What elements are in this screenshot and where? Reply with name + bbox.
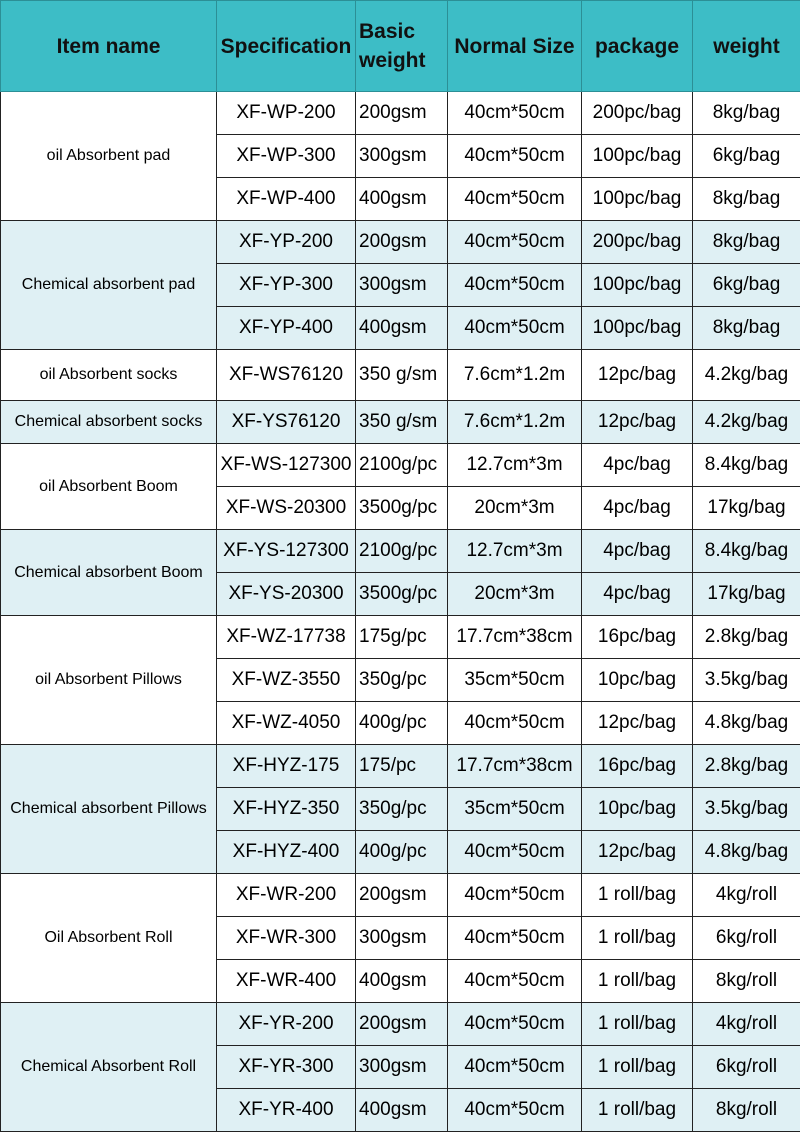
size-cell: 17.7cm*38cm [448, 616, 582, 659]
item-name-cell: Chemical absorbent Boom [1, 530, 217, 616]
package-cell: 16pc/bag [582, 616, 693, 659]
basic-weight-cell: 200gsm [356, 221, 448, 264]
header-specification: Specification [217, 1, 356, 92]
weight-cell: 8.4kg/bag [693, 444, 800, 487]
size-cell: 40cm*50cm [448, 960, 582, 1003]
size-cell: 40cm*50cm [448, 917, 582, 960]
weight-cell: 8kg/roll [693, 1089, 800, 1132]
size-cell: 20cm*3m [448, 573, 582, 616]
weight-cell: 8.4kg/bag [693, 530, 800, 573]
package-cell: 1 roll/bag [582, 1046, 693, 1089]
package-cell: 100pc/bag [582, 178, 693, 221]
spec-cell: XF-YP-400 [217, 307, 356, 350]
spec-cell: XF-WZ-4050 [217, 702, 356, 745]
weight-cell: 4kg/roll [693, 1003, 800, 1046]
spec-cell: XF-WP-300 [217, 135, 356, 178]
table-header [1, 1, 800, 92]
size-cell: 35cm*50cm [448, 788, 582, 831]
weight-cell: 2.8kg/bag [693, 616, 800, 659]
weight-cell: 17kg/bag [693, 573, 800, 616]
product-group [1, 530, 800, 616]
table-row [1, 1003, 800, 1046]
spec-cell: XF-YP-300 [217, 264, 356, 307]
spec-cell: XF-YP-200 [217, 221, 356, 264]
package-cell: 12pc/bag [582, 401, 693, 444]
weight-cell: 6kg/roll [693, 1046, 800, 1089]
weight-cell: 6kg/bag [693, 264, 800, 307]
basic-weight-cell: 400gsm [356, 307, 448, 350]
table-row [1, 401, 800, 444]
spec-cell: XF-YS-20300 [217, 573, 356, 616]
spec-cell: XF-WS76120 [217, 350, 356, 401]
basic-weight-cell: 300gsm [356, 135, 448, 178]
package-cell: 1 roll/bag [582, 960, 693, 1003]
product-group [1, 874, 800, 1003]
weight-cell: 3.5kg/bag [693, 659, 800, 702]
basic-weight-cell: 350g/pc [356, 659, 448, 702]
size-cell: 40cm*50cm [448, 1003, 582, 1046]
header-item-name: Item name [1, 1, 217, 92]
package-cell: 10pc/bag [582, 659, 693, 702]
product-group [1, 221, 800, 350]
size-cell: 40cm*50cm [448, 831, 582, 874]
package-cell: 12pc/bag [582, 831, 693, 874]
weight-cell: 17kg/bag [693, 487, 800, 530]
basic-weight-cell: 300gsm [356, 917, 448, 960]
header-basic-weight: Basic weight [356, 1, 448, 92]
package-cell: 12pc/bag [582, 350, 693, 401]
package-cell: 100pc/bag [582, 135, 693, 178]
basic-weight-cell: 3500g/pc [356, 487, 448, 530]
spec-cell: XF-WZ-17738 [217, 616, 356, 659]
header-normal-size: Normal Size [448, 1, 582, 92]
table-row [1, 745, 800, 788]
item-name-cell: oil Absorbent Pillows [1, 616, 217, 745]
size-cell: 17.7cm*38cm [448, 745, 582, 788]
table-row [1, 350, 800, 401]
item-name-cell: Chemical absorbent socks [1, 401, 217, 444]
item-name-cell: Chemical absorbent Pillows [1, 745, 217, 874]
item-name-cell: Chemical Absorbent Roll [1, 1003, 217, 1132]
spec-cell: XF-WP-400 [217, 178, 356, 221]
product-group [1, 350, 800, 401]
basic-weight-cell: 400gsm [356, 178, 448, 221]
size-cell: 40cm*50cm [448, 1046, 582, 1089]
table-row [1, 530, 800, 573]
table-row [1, 92, 800, 135]
spec-cell: XF-YR-300 [217, 1046, 356, 1089]
basic-weight-cell: 400g/pc [356, 702, 448, 745]
spec-cell: XF-HYZ-350 [217, 788, 356, 831]
size-cell: 40cm*50cm [448, 1089, 582, 1132]
spec-cell: XF-WS-20300 [217, 487, 356, 530]
table-row [1, 616, 800, 659]
package-cell: 100pc/bag [582, 307, 693, 350]
spec-cell: XF-WZ-3550 [217, 659, 356, 702]
basic-weight-cell: 200gsm [356, 874, 448, 917]
weight-cell: 3.5kg/bag [693, 788, 800, 831]
item-name-cell: Oil Absorbent Roll [1, 874, 217, 1003]
size-cell: 35cm*50cm [448, 659, 582, 702]
weight-cell: 2.8kg/bag [693, 745, 800, 788]
package-cell: 4pc/bag [582, 530, 693, 573]
spec-cell: XF-WR-400 [217, 960, 356, 1003]
basic-weight-cell: 3500g/pc [356, 573, 448, 616]
product-group [1, 745, 800, 874]
package-cell: 100pc/bag [582, 264, 693, 307]
basic-weight-cell: 400gsm [356, 1089, 448, 1132]
package-cell: 4pc/bag [582, 444, 693, 487]
size-cell: 40cm*50cm [448, 221, 582, 264]
spec-cell: XF-WP-200 [217, 92, 356, 135]
header-package: package [582, 1, 693, 92]
weight-cell: 8kg/bag [693, 178, 800, 221]
header-row [1, 1, 800, 92]
package-cell: 10pc/bag [582, 788, 693, 831]
spec-cell: XF-YS-127300 [217, 530, 356, 573]
size-cell: 40cm*50cm [448, 264, 582, 307]
basic-weight-cell: 400gsm [356, 960, 448, 1003]
weight-cell: 4kg/roll [693, 874, 800, 917]
basic-weight-cell: 400g/pc [356, 831, 448, 874]
size-cell: 7.6cm*1.2m [448, 350, 582, 401]
size-cell: 40cm*50cm [448, 874, 582, 917]
header-weight: weight [693, 1, 800, 92]
table-row [1, 221, 800, 264]
product-group [1, 444, 800, 530]
basic-weight-cell: 350 g/sm [356, 350, 448, 401]
size-cell: 40cm*50cm [448, 702, 582, 745]
basic-weight-cell: 350g/pc [356, 788, 448, 831]
package-cell: 4pc/bag [582, 487, 693, 530]
size-cell: 20cm*3m [448, 487, 582, 530]
package-cell: 4pc/bag [582, 573, 693, 616]
item-name-cell: oil Absorbent socks [1, 350, 217, 401]
spec-cell: XF-HYZ-400 [217, 831, 356, 874]
weight-cell: 8kg/bag [693, 221, 800, 264]
spec-cell: XF-WR-300 [217, 917, 356, 960]
item-name-cell: oil Absorbent Boom [1, 444, 217, 530]
package-cell: 1 roll/bag [582, 1089, 693, 1132]
weight-cell: 8kg/roll [693, 960, 800, 1003]
product-group [1, 1003, 800, 1132]
weight-cell: 6kg/bag [693, 135, 800, 178]
weight-cell: 4.8kg/bag [693, 831, 800, 874]
package-cell: 1 roll/bag [582, 917, 693, 960]
basic-weight-cell: 2100g/pc [356, 530, 448, 573]
package-cell: 1 roll/bag [582, 1003, 693, 1046]
weight-cell: 8kg/bag [693, 307, 800, 350]
size-cell: 40cm*50cm [448, 92, 582, 135]
item-name-cell: oil Absorbent pad [1, 92, 217, 221]
spec-cell: XF-WR-200 [217, 874, 356, 917]
basic-weight-cell: 350 g/sm [356, 401, 448, 444]
spec-cell: XF-YR-200 [217, 1003, 356, 1046]
basic-weight-cell: 200gsm [356, 1003, 448, 1046]
basic-weight-cell: 2100g/pc [356, 444, 448, 487]
table-row [1, 444, 800, 487]
package-cell: 12pc/bag [582, 702, 693, 745]
spec-cell: XF-YR-400 [217, 1089, 356, 1132]
basic-weight-cell: 300gsm [356, 264, 448, 307]
weight-cell: 8kg/bag [693, 92, 800, 135]
product-group [1, 401, 800, 444]
table-row [1, 874, 800, 917]
product-group [1, 92, 800, 221]
spec-cell: XF-HYZ-175 [217, 745, 356, 788]
size-cell: 40cm*50cm [448, 135, 582, 178]
spec-cell: XF-YS76120 [217, 401, 356, 444]
product-group [1, 616, 800, 745]
weight-cell: 4.8kg/bag [693, 702, 800, 745]
size-cell: 12.7cm*3m [448, 530, 582, 573]
size-cell: 12.7cm*3m [448, 444, 582, 487]
item-name-cell: Chemical absorbent pad [1, 221, 217, 350]
weight-cell: 4.2kg/bag [693, 350, 800, 401]
weight-cell: 4.2kg/bag [693, 401, 800, 444]
weight-cell: 6kg/roll [693, 917, 800, 960]
spec-cell: XF-WS-127300 [217, 444, 356, 487]
basic-weight-cell: 200gsm [356, 92, 448, 135]
basic-weight-cell: 175/pc [356, 745, 448, 788]
package-cell: 1 roll/bag [582, 874, 693, 917]
package-cell: 16pc/bag [582, 745, 693, 788]
basic-weight-cell: 175g/pc [356, 616, 448, 659]
size-cell: 40cm*50cm [448, 178, 582, 221]
size-cell: 7.6cm*1.2m [448, 401, 582, 444]
basic-weight-cell: 300gsm [356, 1046, 448, 1089]
package-cell: 200pc/bag [582, 92, 693, 135]
package-cell: 200pc/bag [582, 221, 693, 264]
size-cell: 40cm*50cm [448, 307, 582, 350]
